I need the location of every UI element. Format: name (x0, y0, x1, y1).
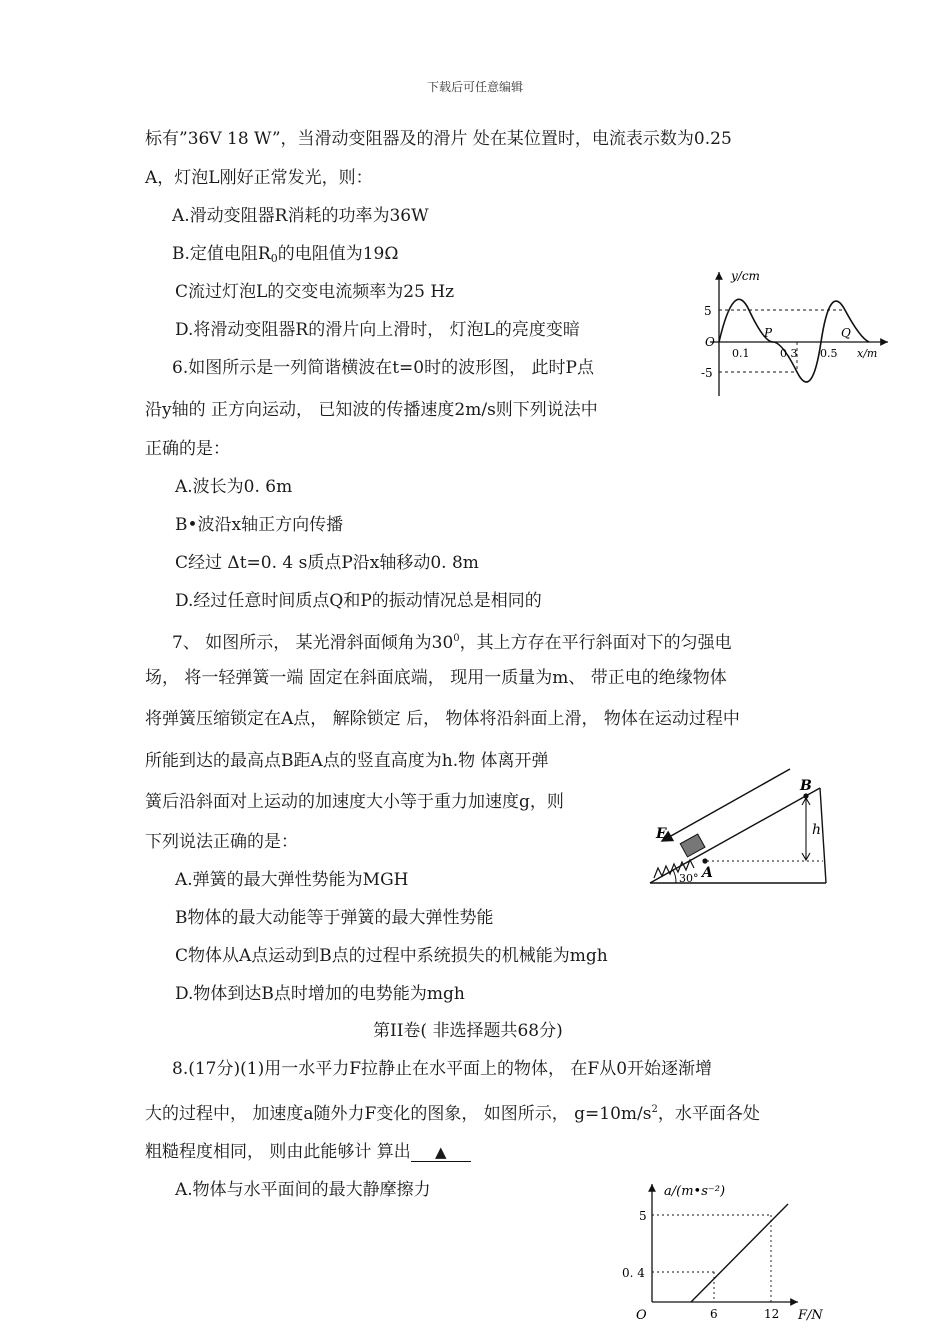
field-arrow (662, 769, 790, 841)
q7-stem-line-1-text: 7、 如图所示， 某光滑斜面倾角为30 (172, 633, 454, 653)
wave-x-label: x/m (857, 347, 878, 360)
q7-stem-line-5: 簧后沿斜面对上运动的加速度大小等于重力加速度g，则 (145, 792, 564, 812)
q5-option-d: D.将滑动变阻器R的滑片向上滑时， 灯泡L的亮度变暗 (175, 320, 580, 340)
q5-stem-line-2: A，灯泡L刚好正常发光，则： (145, 168, 373, 188)
q5-stem-line-1: 标有”36V 18 W”，当滑动变阻器及的滑片 处在某位置时，电流表示数为0.25 (145, 129, 732, 149)
q6-option-c: C经过 Δt=0. 4 s质点P沿x轴移动0. 8m (175, 553, 479, 573)
q7-stem-line-2: 场， 将一轻弹簧一端 固定在斜面底端， 现用一质量为m、 带正电的绝缘物体 (145, 668, 727, 688)
q8-unit-superscript: 2 (651, 1104, 658, 1115)
q6-stem-line-3: 正确的是： (145, 439, 230, 459)
af-y-label: a/(m•s⁻²) (664, 1184, 726, 1199)
af-y-tick-0-4: 0. 4 (622, 1266, 645, 1280)
q6-option-d: D.经过任意时间质点Q和P的振动情况总是相同的 (175, 591, 542, 611)
incline-figure (640, 758, 855, 898)
q6-stem-line-1: 6.如图所示是一列简谐横波在t=0时的波形图， 此时P点 (172, 358, 594, 378)
q7-option-d: D.物体到达B点时增加的电势能为mgh (175, 984, 465, 1004)
wave-figure (700, 266, 895, 401)
q5-option-b-rest: 的电阻值为19Ω (277, 244, 399, 264)
wave-point-q: Q (841, 326, 851, 340)
q8-option-a: A.物体与水平面间的最大静摩擦力 (175, 1180, 431, 1200)
q7-option-c: C物体从A点运动到B点的过程中系统损失的机械能为mgh (175, 946, 608, 966)
q6-option-b: B•波沿x轴正方向传播 (175, 515, 344, 535)
angle-label: 30° (679, 872, 699, 885)
q7-stem-line-1 (172, 628, 732, 654)
height-label: h (812, 822, 822, 838)
angle-arc (673, 870, 676, 883)
q8-stem-line-2 (145, 1099, 760, 1125)
af-figure (618, 1176, 833, 1338)
af-origin: O (636, 1308, 647, 1323)
af-x-label: F/N (798, 1308, 823, 1323)
q5-option-b-subscript: 0 (270, 252, 278, 265)
section-title: 第II卷( 非选择题共68分) (373, 1021, 563, 1041)
af-line (691, 1204, 788, 1302)
q7-stem-line-1-rest: ，其上方存在平行斜面对下的匀强电 (459, 633, 732, 653)
wave-x-tick-0-5: 0.5 (820, 347, 838, 360)
q6-option-a: A.波长为0. 6m (175, 477, 293, 497)
af-x-tick-12: 12 (764, 1307, 780, 1321)
q7-stem-line-3: 将弹簧压缩锁定在A点， 解除锁定 后， 物体将沿斜面上滑， 物体在运动过程中 (145, 709, 740, 729)
q7-option-b: B物体的最大动能等于弹簧的最大弹性势能 (175, 908, 494, 928)
wave-x-tick-0-3: 0.3 (780, 347, 798, 360)
page-header: 下载后可任意编辑 (426, 80, 523, 94)
q7-degree-superscript: 0 (453, 633, 460, 644)
af-x-tick-6: 6 (710, 1307, 718, 1321)
wave-y-tick-neg5: -5 (701, 366, 713, 380)
q5-option-c: C流过灯泡L的交变电流频率为25 Hz (175, 282, 455, 302)
af-y-tick-5: 5 (639, 1209, 647, 1223)
q5-option-b-text: B.定值电阻R (172, 244, 271, 264)
q7-option-a: A.弹簧的最大弹性势能为MGH (175, 870, 409, 890)
q6-stem-line-2: 沿y轴的 正方向运动， 已知波的传播速度2m/s则下列说法中 (145, 400, 598, 420)
wave-y-label: y/cm (731, 269, 760, 283)
point-b-label: B (800, 778, 812, 794)
q8-stem-line-3-text: 粗糙程度相同， 则由此能够计 算出 (145, 1142, 411, 1162)
wave-origin: O (705, 335, 715, 349)
wave-curve (719, 299, 869, 382)
wave-y-tick-5: 5 (704, 304, 712, 318)
q8-answer-blank: ▲ (411, 1143, 471, 1162)
block (680, 834, 705, 857)
incline-surface (650, 788, 820, 883)
wave-point-p: P (764, 326, 773, 340)
q8-stem-line-1: 8.(17分)(1)用一水平力F拉静止在水平面上的物体， 在F从0开始逐渐增 (172, 1059, 713, 1079)
q5-option-a: A.滑动变阻器R消耗的功率为36W (172, 206, 429, 226)
q8-stem-line-2-rest: ，水平面各处 (657, 1104, 760, 1124)
q5-option-b (172, 243, 398, 270)
q7-stem-line-6: 下列说法正确的是： (145, 832, 298, 852)
q8-stem-line-3 (145, 1141, 471, 1163)
point-a-dot (702, 858, 707, 863)
q8-stem-line-2-text: 大的过程中， 加速度a随外力F变化的图象， 如图所示， g=10m/s (145, 1104, 652, 1124)
wave-x-tick-0-1: 0.1 (732, 347, 750, 360)
field-label: E (656, 826, 667, 842)
point-a-label: A (702, 865, 713, 881)
q7-stem-line-4: 所能到达的最高点B距A点的竖直高度为h.物 体离开弹 (145, 751, 549, 771)
